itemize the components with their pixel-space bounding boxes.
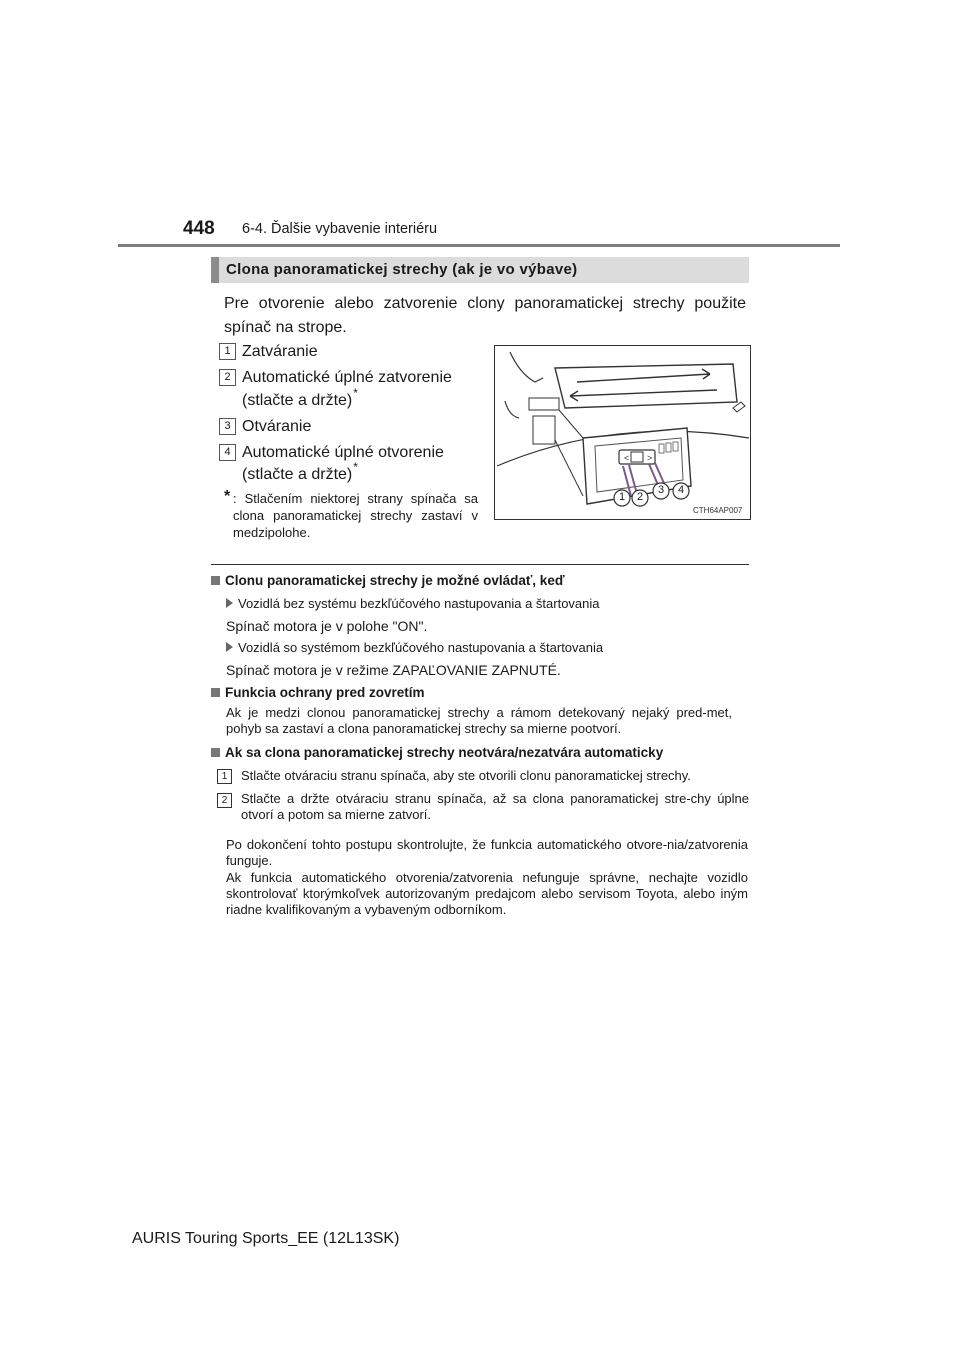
callout-2: 2 [636, 491, 644, 503]
section-title: Clona panoramatickej strechy (ak je vo výbave) [226, 261, 578, 278]
page-number: 448 [183, 218, 215, 239]
note-1-sub-1: Vozidlá bez systému bezkľúčového nastupovania a štartovania [226, 596, 600, 612]
bullet-square-icon [211, 748, 220, 757]
step-1-text: Stlačte otváraciu stranu spínača, aby ste otvorili clonu panoramatickej strechy. [241, 768, 691, 783]
note-heading-3: Ak sa clona panoramatickej strechy neotvára/nezatvára automaticky [211, 745, 663, 760]
item-number-1: 1 [219, 343, 236, 360]
note-heading-1: Clonu panoramatickej strechy je možné ovládať, keď [211, 573, 565, 588]
item-1-label: Zatváranie [242, 343, 318, 360]
chapter-title: 6-4. Ďalšie vybavenie interiéru [242, 221, 438, 237]
footnote-star: * [224, 488, 231, 505]
callout-1: 1 [618, 491, 626, 503]
footnote-text: : Stlačením niektorej strany spínača sa clona panoramatickej strechy zastaví v medzipolohe. [233, 491, 478, 540]
footer-model: AURIS Touring Sports_EE (12L13SK) [132, 1230, 400, 1247]
note-1-sub-2-text: Spínač motora je v režime ZAPAĽOVANIE ZAPNUTÉ. [226, 662, 561, 678]
step-2-text: Stlačte a držte otváraciu stranu spínača, až sa clona panoramatickej stre-chy úplne otvorí a potom sa mierne zatvorí. [241, 791, 749, 822]
item-number-4: 4 [219, 444, 236, 461]
callout-4: 4 [677, 484, 685, 496]
step-number-2: 2 [217, 793, 232, 808]
item-4-sublabel: (stlačte a držte)* [242, 460, 358, 483]
step-number-1: 1 [217, 769, 232, 784]
note-3-para-1: Po dokončení tohto postupu skontrolujte, že funkcia automatického otvore-nia/zatvorenia funguje. [226, 837, 748, 868]
bullet-square-icon [211, 576, 220, 585]
section-title-marker [211, 257, 219, 283]
note-heading-2: Funkcia ochrany pred zovretím [211, 685, 425, 700]
switch-illustration [494, 345, 751, 520]
svg-text:<: < [624, 453, 630, 463]
section-intro: Pre otvorenie alebo zatvorenie clony panoramatickej strechy použite spínač na strope. [224, 295, 746, 336]
note-3-para-2: Ak funkcia automatického otvorenia/zatvorenia nefunguje správne, nechajte vozidlo skontrolovať ktorýmkoľvek autorizovaným predajcom alebo servisom Toyota, alebo iným riadne kvalifikovaným a vybaveným odborníkom. [226, 870, 748, 917]
illustration-code: CTH64AP007 [693, 506, 743, 515]
item-3-label: Otváranie [242, 418, 312, 435]
header-rule [118, 244, 840, 247]
section-divider [211, 564, 749, 565]
triangle-bullet-icon [226, 598, 233, 608]
bullet-square-icon [211, 688, 220, 697]
note-2-text: Ak je medzi clonou panoramatickej strechy a rámom detekovaný nejaký pred-met, pohyb sa zastaví a clona panoramatickej strechy sa mierne pootvorí. [226, 705, 732, 736]
callout-3: 3 [657, 484, 665, 496]
svg-text:>: > [647, 453, 653, 463]
item-number-3: 3 [219, 418, 236, 435]
triangle-bullet-icon [226, 642, 233, 652]
item-2-sublabel: (stlačte a držte)* [242, 386, 358, 409]
note-1-sub-2: Vozidlá so systémom bezkľúčového nastupovania a štartovania [226, 640, 603, 656]
item-2-label: Automatické úplné zatvorenie [242, 369, 452, 386]
item-number-2: 2 [219, 369, 236, 386]
item-4-label: Automatické úplné otvorenie [242, 444, 444, 461]
note-1-sub-1-text: Spínač motora je v polohe "ON". [226, 618, 428, 634]
